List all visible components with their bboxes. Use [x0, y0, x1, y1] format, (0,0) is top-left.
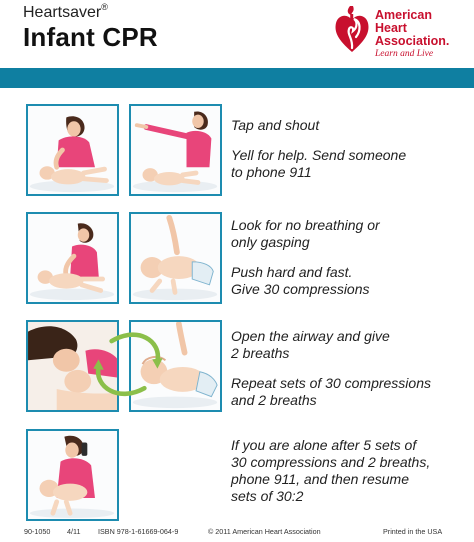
aha-name-line3: Association.	[375, 34, 450, 48]
chest-compressions-image	[131, 214, 220, 302]
step-4-text	[231, 437, 430, 518]
footer-isbn: ISBN 978-1-61669-064-9	[98, 527, 179, 536]
registered-mark: ®	[101, 2, 108, 12]
step-1-paragraph-2: Yell for help. Send someone to phone 911	[231, 147, 407, 180]
step-3-text	[231, 328, 431, 422]
step-1-text	[231, 117, 406, 194]
rescuer-pointing-image	[131, 106, 220, 194]
aha-logo-block	[332, 4, 472, 62]
illustration-check-breathing	[26, 212, 119, 304]
illustration-phone-911	[26, 429, 119, 521]
heart-torch-logo-icon	[332, 4, 372, 56]
aha-name-line2: Heart	[375, 21, 407, 35]
rescuer-phoning-image	[28, 431, 117, 519]
footer-code: 90-1050	[24, 527, 51, 536]
step-2-text	[231, 217, 380, 311]
footer-copyright: © 2011 American Heart Association	[208, 527, 321, 536]
aha-name	[375, 9, 474, 48]
rescuer-tapping-infant-image	[28, 106, 117, 194]
brand-line	[23, 4, 108, 22]
footer-printed: Printed in the USA	[383, 527, 443, 536]
step-2-paragraph-2: Push hard and fast. Give 30 compressions	[231, 264, 370, 297]
illustration-compressions	[129, 212, 222, 304]
brand-name: Heartsaver	[23, 4, 102, 21]
step-1-paragraph-1: Tap and shout	[231, 117, 320, 133]
cycle-arrows-icon	[92, 314, 164, 414]
header-band	[0, 68, 474, 88]
step-4-paragraph-1: If you are alone after 5 sets of 30 compressions and 2 breaths, phone 911, and then resume sets of 30:2	[231, 437, 431, 504]
footer	[0, 523, 474, 542]
rescuer-checking-infant-image	[28, 214, 117, 302]
aha-tagline: Learn and Live	[375, 49, 434, 59]
step-2-paragraph-1: Look for no breathing or only gasping	[231, 217, 380, 250]
illustration-yell-for-help	[129, 104, 222, 196]
page-title: Infant CPR	[23, 22, 158, 52]
footer-date: 4/11	[67, 527, 81, 536]
step-3-paragraph-1: Open the airway and give 2 breaths	[231, 328, 390, 361]
header	[0, 0, 474, 68]
illustration-tap-infant	[26, 104, 119, 196]
aha-name-line1: American	[375, 8, 432, 22]
step-3-paragraph-2: Repeat sets of 30 compressions and 2 breaths	[231, 375, 431, 408]
